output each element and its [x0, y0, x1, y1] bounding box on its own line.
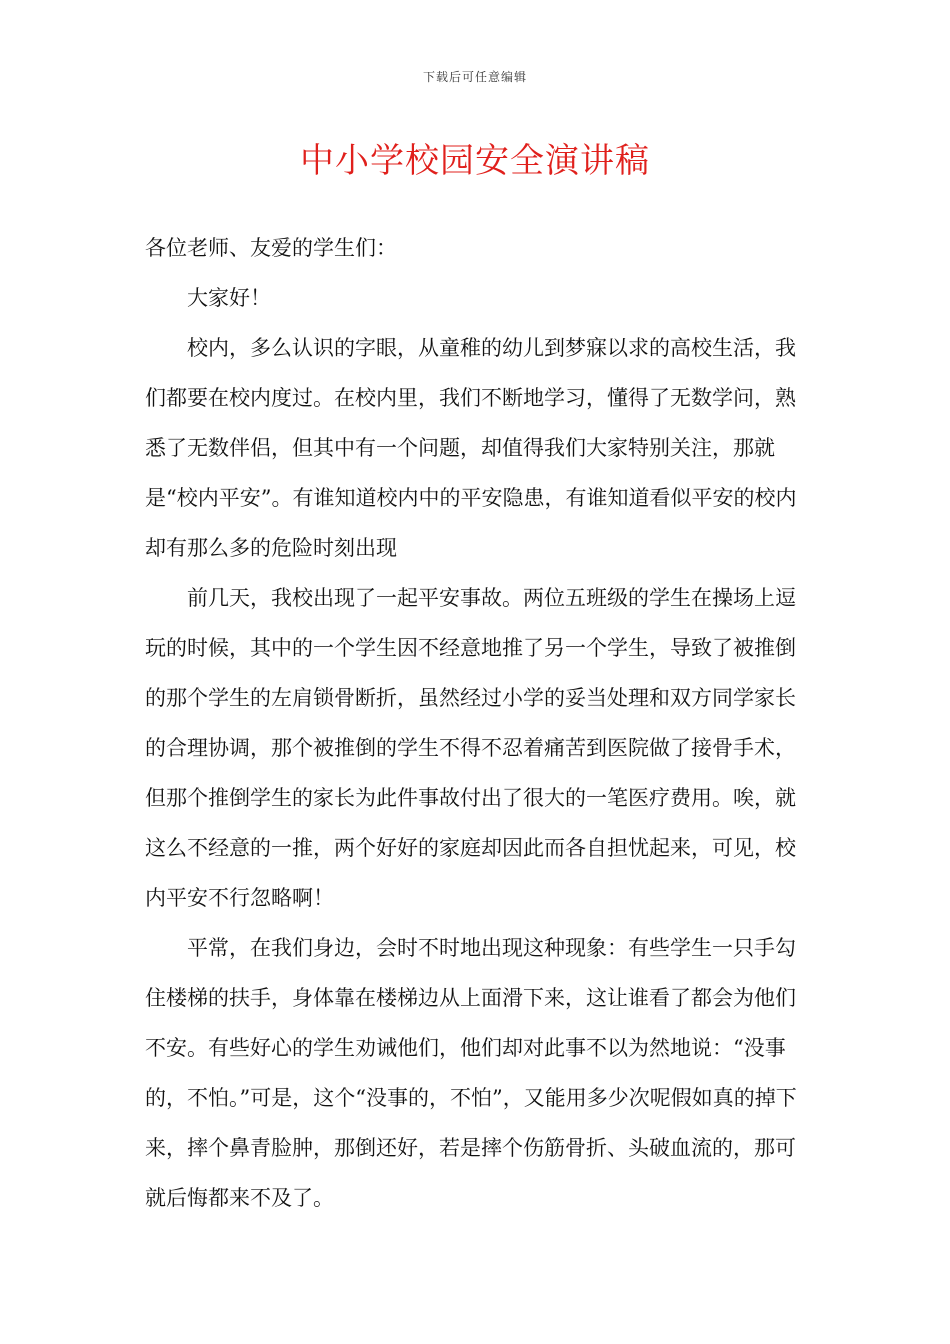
salutation: 各位老师、友爱的学生们： — [145, 236, 397, 260]
document-title: 中小学校园安全演讲稿 — [300, 141, 650, 181]
header-note: 下载后可任意编辑 — [422, 70, 527, 84]
paragraph-accident: 前几天，我校出现了一起平安事故。两位五班级的学生在操场上逗玩的时候，其中的一个学生因不经意地推了另一个学生，导致了被推倒的那个学生的左肩锁骨断折，虽然经过小学的妥当处理和双方同学家长的合理协调，那个被推倒的学生不得不忍着痛苦到医院做了接骨手术，但那个推倒学生的家长为此件事故付出了很大的一笔医疗费用。唉，就这么不经意的一推，两个好好的家庭却因此而各自担忧起来，可见，校内平安不行忽略啊！ — [145, 586, 796, 910]
document-body — [145, 223, 810, 1223]
paragraph-stair-sliding: 平常，在我们身边，会时不时地出现这种现象：有些学生一只手勾住楼梯的扶手，身体靠在楼梯边从上面滑下来，这让谁看了都会为他们不安。有些好心的学生劝诫他们，他们却对此事不以为然地说：“没事的，不怕。”可是，这个“没事的，不怕”，又能用多少次呢假如真的掉下来，摔个鼻青脸肿，那倒还好，若是摔个伤筋骨折、头破血流的，那可就后悔都来不及了。 — [145, 936, 797, 1210]
greeting: 大家好！ — [187, 286, 271, 310]
paragraph-campus-safety: 校内，多么认识的字眼，从童稚的幼儿到梦寐以求的高校生活，我们都要在校内度过。在校内里，我们不断地学习，懂得了无数学问，熟悉了无数伴侣，但其中有一个问题，却值得我们大家特别关注，那就是“校内平安”。有谁知道校内中的平安隐患，有谁知道看似平安的校内却有那么多的危险时刻出现 — [145, 336, 797, 560]
